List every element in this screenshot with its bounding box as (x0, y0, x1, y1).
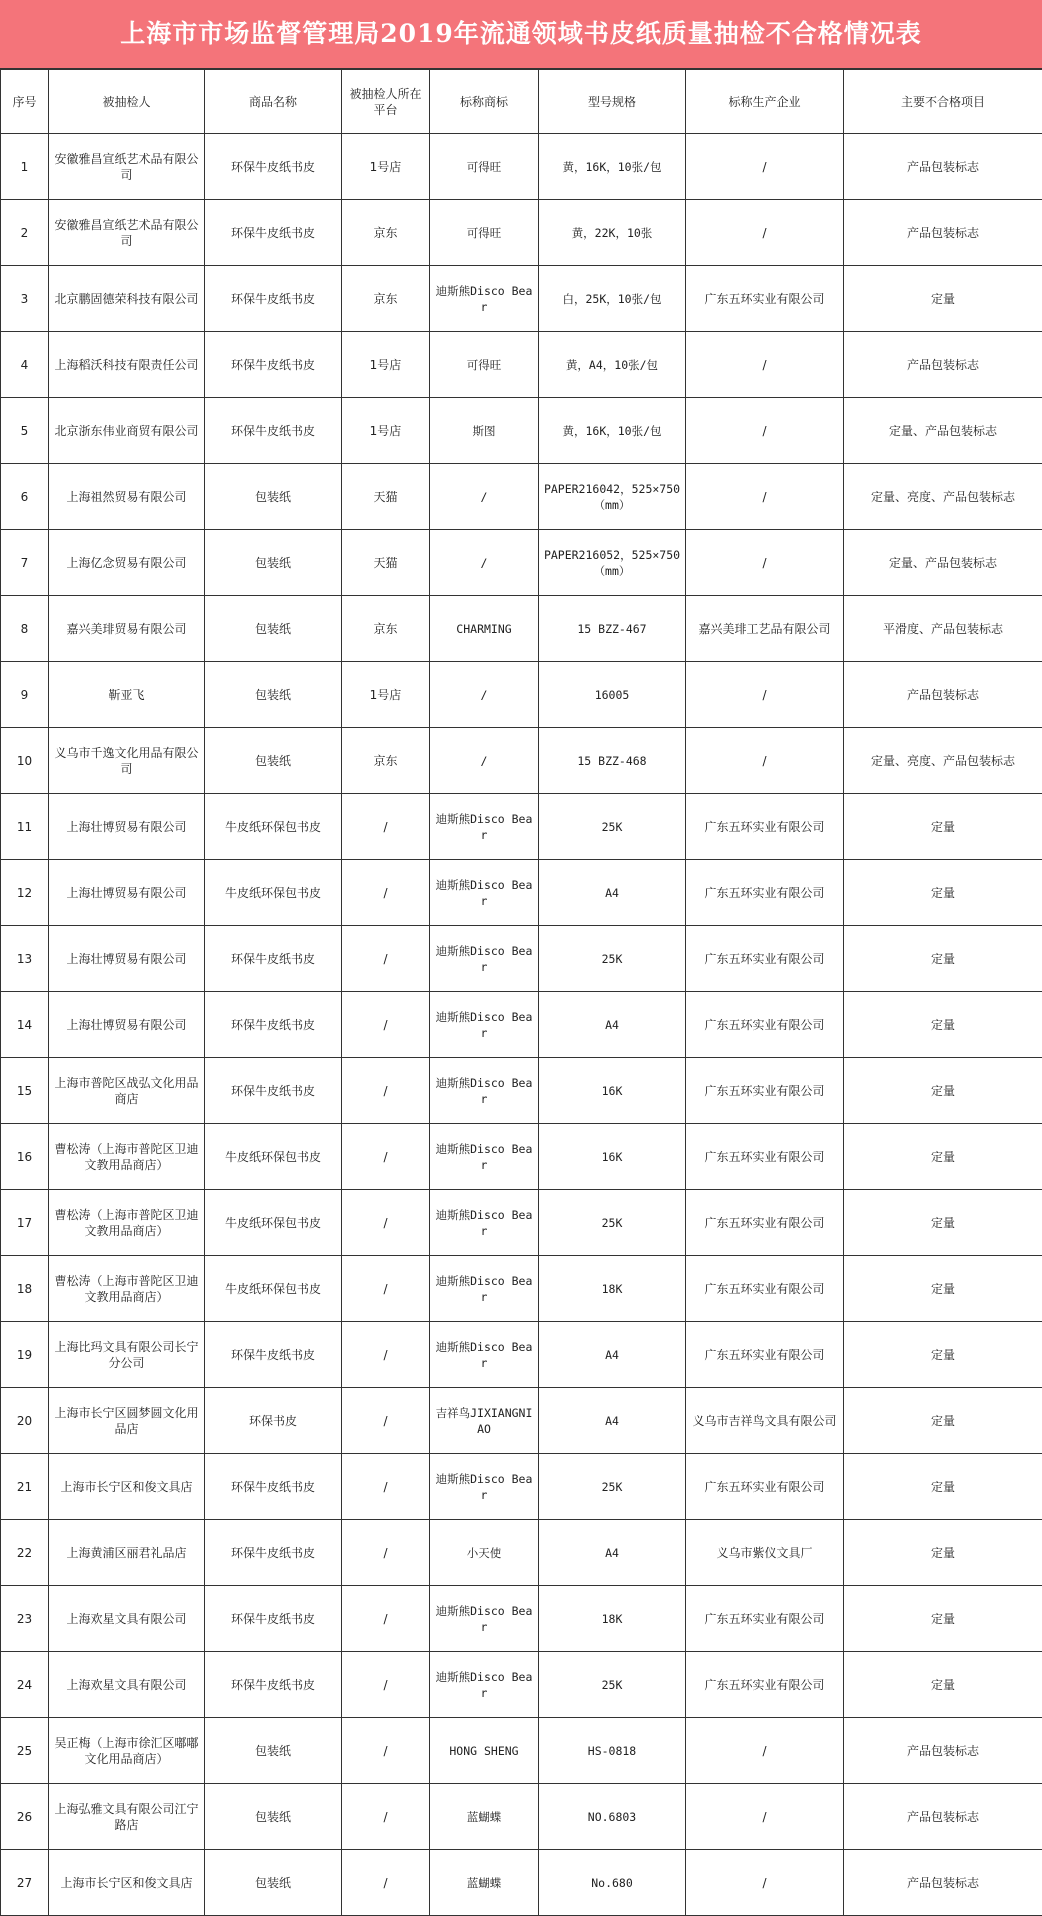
cell-failed-items: 定量 (844, 1124, 1042, 1190)
cell-failed-items: 定量 (844, 992, 1042, 1058)
column-header-brand: 标称商标 (430, 70, 539, 134)
table-row (1, 728, 1042, 794)
column-header-index: 序号 (1, 70, 49, 134)
cell-product-name: 包装纸 (205, 1718, 342, 1784)
cell-inspected-party: 上海市普陀区战弘文化用品商店 (49, 1058, 205, 1124)
cell-platform: / (342, 1520, 430, 1586)
cell-inspected-party: 上海亿念贸易有限公司 (49, 530, 205, 596)
cell-failed-items: 定量 (844, 860, 1042, 926)
cell-platform: / (342, 1718, 430, 1784)
cell-model-spec: 25K (539, 794, 686, 860)
cell-product-name: 环保牛皮纸书皮 (205, 1586, 342, 1652)
cell-product-name: 环保牛皮纸书皮 (205, 134, 342, 200)
cell-index: 26 (1, 1784, 49, 1850)
cell-index: 5 (1, 398, 49, 464)
cell-product-name: 环保牛皮纸书皮 (205, 926, 342, 992)
cell-platform: 1号店 (342, 662, 430, 728)
cell-product-name: 环保牛皮纸书皮 (205, 1520, 342, 1586)
cell-product-name: 包装纸 (205, 464, 342, 530)
cell-model-spec: 25K (539, 1652, 686, 1718)
cell-product-name: 包装纸 (205, 728, 342, 794)
cell-index: 1 (1, 134, 49, 200)
cell-inspected-party: 上海市长宁区和俊文具店 (49, 1850, 205, 1916)
cell-manufacturer: 广东五环实业有限公司 (686, 1190, 844, 1256)
cell-manufacturer: 广东五环实业有限公司 (686, 1124, 844, 1190)
cell-product-name: 包装纸 (205, 1850, 342, 1916)
cell-failed-items: 定量 (844, 1388, 1042, 1454)
cell-platform: / (342, 1652, 430, 1718)
cell-index: 11 (1, 794, 49, 860)
column-header-model-spec: 型号规格 (539, 70, 686, 134)
cell-index: 2 (1, 200, 49, 266)
cell-failed-items: 定量 (844, 1586, 1042, 1652)
cell-platform: / (342, 1850, 430, 1916)
cell-inspected-party: 上海市长宁区和俊文具店 (49, 1454, 205, 1520)
cell-model-spec: NO.6803 (539, 1784, 686, 1850)
column-header-product-name: 商品名称 (205, 70, 342, 134)
cell-model-spec: A4 (539, 1322, 686, 1388)
cell-brand: 迪斯熊Disco Bear (430, 1058, 539, 1124)
cell-manufacturer: / (686, 1850, 844, 1916)
column-header-manufacturer: 标称生产企业 (686, 70, 844, 134)
table-row (1, 1256, 1042, 1322)
cell-index: 16 (1, 1124, 49, 1190)
cell-brand: 斯图 (430, 398, 539, 464)
cell-manufacturer: / (686, 134, 844, 200)
cell-brand: 迪斯熊Disco Bear (430, 266, 539, 332)
cell-failed-items: 定量、产品包装标志 (844, 530, 1042, 596)
cell-manufacturer: 义乌市吉祥鸟文具有限公司 (686, 1388, 844, 1454)
cell-manufacturer: 广东五环实业有限公司 (686, 992, 844, 1058)
cell-model-spec: 18K (539, 1256, 686, 1322)
cell-model-spec: 25K (539, 1454, 686, 1520)
cell-product-name: 包装纸 (205, 530, 342, 596)
cell-product-name: 环保书皮 (205, 1388, 342, 1454)
cell-model-spec: 16005 (539, 662, 686, 728)
table-row (1, 200, 1042, 266)
cell-failed-items: 平滑度、产品包装标志 (844, 596, 1042, 662)
cell-model-spec: PAPER216042，525×750（mm） (539, 464, 686, 530)
table-row (1, 1652, 1042, 1718)
cell-platform: / (342, 1190, 430, 1256)
cell-product-name: 环保牛皮纸书皮 (205, 332, 342, 398)
cell-brand: 可得旺 (430, 332, 539, 398)
cell-inspected-party: 吴正梅（上海市徐汇区嘟嘟文化用品商店） (49, 1718, 205, 1784)
cell-index: 23 (1, 1586, 49, 1652)
cell-failed-items: 定量 (844, 1520, 1042, 1586)
cell-inspected-party: 上海稻沃科技有限责任公司 (49, 332, 205, 398)
table-row (1, 1058, 1042, 1124)
cell-product-name: 牛皮纸环保包书皮 (205, 1190, 342, 1256)
cell-model-spec: A4 (539, 860, 686, 926)
table-row (1, 992, 1042, 1058)
cell-product-name: 环保牛皮纸书皮 (205, 200, 342, 266)
cell-product-name: 包装纸 (205, 596, 342, 662)
cell-index: 12 (1, 860, 49, 926)
cell-manufacturer: / (686, 200, 844, 266)
cell-failed-items: 定量、产品包装标志 (844, 398, 1042, 464)
cell-manufacturer: / (686, 728, 844, 794)
cell-failed-items: 定量 (844, 1058, 1042, 1124)
cell-manufacturer: 义乌市紫仪文具厂 (686, 1520, 844, 1586)
cell-manufacturer: 广东五环实业有限公司 (686, 1058, 844, 1124)
cell-manufacturer: 嘉兴美琲工艺品有限公司 (686, 596, 844, 662)
cell-inspected-party: 上海欢星文具有限公司 (49, 1586, 205, 1652)
cell-brand: 迪斯熊Disco Bear (430, 992, 539, 1058)
cell-model-spec: A4 (539, 1388, 686, 1454)
cell-platform: 天猫 (342, 530, 430, 596)
cell-failed-items: 产品包装标志 (844, 332, 1042, 398)
cell-index: 17 (1, 1190, 49, 1256)
cell-manufacturer: 广东五环实业有限公司 (686, 1652, 844, 1718)
cell-platform: 1号店 (342, 332, 430, 398)
cell-failed-items: 产品包装标志 (844, 134, 1042, 200)
cell-inspected-party: 上海市长宁区圆梦圆文化用品店 (49, 1388, 205, 1454)
cell-index: 20 (1, 1388, 49, 1454)
cell-manufacturer: 广东五环实业有限公司 (686, 1454, 844, 1520)
cell-product-name: 环保牛皮纸书皮 (205, 266, 342, 332)
cell-product-name: 牛皮纸环保包书皮 (205, 794, 342, 860)
table-row (1, 596, 1042, 662)
cell-index: 3 (1, 266, 49, 332)
cell-inspected-party: 上海祖然贸易有限公司 (49, 464, 205, 530)
cell-inspected-party: 上海黄浦区丽君礼品店 (49, 1520, 205, 1586)
cell-failed-items: 产品包装标志 (844, 1850, 1042, 1916)
cell-manufacturer: / (686, 530, 844, 596)
cell-index: 8 (1, 596, 49, 662)
cell-model-spec: 15 BZZ-467 (539, 596, 686, 662)
cell-brand: / (430, 728, 539, 794)
cell-model-spec: A4 (539, 992, 686, 1058)
table-row (1, 794, 1042, 860)
table-row (1, 332, 1042, 398)
cell-platform: 京东 (342, 266, 430, 332)
cell-platform: / (342, 992, 430, 1058)
cell-brand: 迪斯熊Disco Bear (430, 1586, 539, 1652)
cell-brand: HONG SHENG (430, 1718, 539, 1784)
table-row (1, 398, 1042, 464)
column-header-failed-items: 主要不合格项目 (844, 70, 1042, 134)
cell-inspected-party: 上海壮博贸易有限公司 (49, 794, 205, 860)
table-row (1, 1190, 1042, 1256)
cell-failed-items: 定量、亮度、产品包装标志 (844, 728, 1042, 794)
cell-failed-items: 定量 (844, 1652, 1042, 1718)
cell-index: 7 (1, 530, 49, 596)
cell-brand: 迪斯熊Disco Bear (430, 1124, 539, 1190)
cell-index: 24 (1, 1652, 49, 1718)
cell-manufacturer: 广东五环实业有限公司 (686, 1586, 844, 1652)
cell-product-name: 环保牛皮纸书皮 (205, 992, 342, 1058)
cell-index: 25 (1, 1718, 49, 1784)
cell-index: 18 (1, 1256, 49, 1322)
cell-model-spec: 黄，A4，10张/包 (539, 332, 686, 398)
table-row (1, 860, 1042, 926)
cell-failed-items: 产品包装标志 (844, 1784, 1042, 1850)
cell-platform: 天猫 (342, 464, 430, 530)
cell-brand: 蓝蝴蝶 (430, 1850, 539, 1916)
table-row (1, 662, 1042, 728)
cell-product-name: 包装纸 (205, 662, 342, 728)
cell-platform: 京东 (342, 728, 430, 794)
cell-product-name: 牛皮纸环保包书皮 (205, 860, 342, 926)
cell-platform: / (342, 1322, 430, 1388)
cell-platform: / (342, 926, 430, 992)
cell-model-spec: 16K (539, 1124, 686, 1190)
cell-platform: / (342, 860, 430, 926)
cell-inspected-party: 上海壮博贸易有限公司 (49, 992, 205, 1058)
page-title: 上海市市场监督管理局2019年流通领域书皮纸质量抽检不合格情况表 (0, 0, 1042, 69)
cell-product-name: 环保牛皮纸书皮 (205, 1454, 342, 1520)
cell-failed-items: 定量 (844, 1190, 1042, 1256)
cell-brand: 迪斯熊Disco Bear (430, 1190, 539, 1256)
table-header-row (1, 70, 1042, 134)
cell-brand: 蓝蝴蝶 (430, 1784, 539, 1850)
table-body (1, 134, 1042, 1916)
cell-manufacturer: 广东五环实业有限公司 (686, 1322, 844, 1388)
cell-product-name: 环保牛皮纸书皮 (205, 1058, 342, 1124)
table-row (1, 1322, 1042, 1388)
cell-index: 10 (1, 728, 49, 794)
cell-platform: / (342, 1784, 430, 1850)
table-row (1, 134, 1042, 200)
cell-index: 9 (1, 662, 49, 728)
cell-brand: 可得旺 (430, 200, 539, 266)
table-row (1, 1718, 1042, 1784)
cell-index: 27 (1, 1850, 49, 1916)
cell-failed-items: 产品包装标志 (844, 200, 1042, 266)
cell-platform: 1号店 (342, 134, 430, 200)
cell-inspected-party: 北京浙东伟业商贸有限公司 (49, 398, 205, 464)
table-row (1, 1586, 1042, 1652)
cell-failed-items: 产品包装标志 (844, 1718, 1042, 1784)
cell-inspected-party: 曹松涛（上海市普陀区卫迪文教用品商店） (49, 1190, 205, 1256)
cell-model-spec: 25K (539, 1190, 686, 1256)
cell-platform: / (342, 1256, 430, 1322)
cell-model-spec: A4 (539, 1520, 686, 1586)
cell-inspected-party: 嘉兴美琲贸易有限公司 (49, 596, 205, 662)
cell-failed-items: 定量、亮度、产品包装标志 (844, 464, 1042, 530)
cell-failed-items: 定量 (844, 926, 1042, 992)
cell-brand: 迪斯熊Disco Bear (430, 794, 539, 860)
cell-platform: / (342, 794, 430, 860)
cell-brand: CHARMING (430, 596, 539, 662)
cell-platform: / (342, 1586, 430, 1652)
cell-failed-items: 产品包装标志 (844, 662, 1042, 728)
cell-manufacturer: / (686, 1718, 844, 1784)
cell-brand: 可得旺 (430, 134, 539, 200)
cell-model-spec: 25K (539, 926, 686, 992)
cell-model-spec: HS-0818 (539, 1718, 686, 1784)
table-row (1, 926, 1042, 992)
cell-failed-items: 定量 (844, 1256, 1042, 1322)
cell-inspected-party: 曹松涛（上海市普陀区卫迪文教用品商店） (49, 1124, 205, 1190)
cell-brand: 迪斯熊Disco Bear (430, 1652, 539, 1718)
cell-product-name: 环保牛皮纸书皮 (205, 1322, 342, 1388)
cell-failed-items: 定量 (844, 266, 1042, 332)
cell-model-spec: 15 BZZ-468 (539, 728, 686, 794)
cell-inspected-party: 上海壮博贸易有限公司 (49, 926, 205, 992)
table-row (1, 1784, 1042, 1850)
inspection-table (0, 69, 1042, 1916)
table-row (1, 1454, 1042, 1520)
cell-brand: 吉祥鸟JIXIANGNIAO (430, 1388, 539, 1454)
table-row (1, 1520, 1042, 1586)
column-header-platform: 被抽检人所在平台 (342, 70, 430, 134)
cell-inspected-party: 上海比玛文具有限公司长宁分公司 (49, 1322, 205, 1388)
cell-brand: 迪斯熊Disco Bear (430, 1454, 539, 1520)
cell-inspected-party: 北京鹏固德荣科技有限公司 (49, 266, 205, 332)
cell-inspected-party: 义乌市千逸文化用品有限公司 (49, 728, 205, 794)
cell-inspected-party: 上海壮博贸易有限公司 (49, 860, 205, 926)
table-row (1, 530, 1042, 596)
table-row (1, 1124, 1042, 1190)
cell-manufacturer: 广东五环实业有限公司 (686, 860, 844, 926)
cell-platform: / (342, 1058, 430, 1124)
cell-inspected-party: 上海欢星文具有限公司 (49, 1652, 205, 1718)
cell-platform: / (342, 1454, 430, 1520)
cell-manufacturer: / (686, 1784, 844, 1850)
cell-inspected-party: 安徽雅昌宣纸艺术品有限公司 (49, 200, 205, 266)
cell-manufacturer: 广东五环实业有限公司 (686, 926, 844, 992)
cell-index: 21 (1, 1454, 49, 1520)
cell-brand: 迪斯熊Disco Bear (430, 1322, 539, 1388)
cell-platform: / (342, 1388, 430, 1454)
table-row (1, 1850, 1042, 1916)
cell-failed-items: 定量 (844, 1454, 1042, 1520)
cell-product-name: 牛皮纸环保包书皮 (205, 1256, 342, 1322)
cell-inspected-party: 靳亚飞 (49, 662, 205, 728)
cell-manufacturer: / (686, 662, 844, 728)
cell-failed-items: 定量 (844, 794, 1042, 860)
cell-product-name: 牛皮纸环保包书皮 (205, 1124, 342, 1190)
table-row (1, 266, 1042, 332)
cell-model-spec: 黄，16K，10张/包 (539, 398, 686, 464)
cell-product-name: 环保牛皮纸书皮 (205, 398, 342, 464)
cell-manufacturer: 广东五环实业有限公司 (686, 266, 844, 332)
cell-inspected-party: 曹松涛（上海市普陀区卫迪文教用品商店） (49, 1256, 205, 1322)
cell-index: 13 (1, 926, 49, 992)
cell-product-name: 环保牛皮纸书皮 (205, 1652, 342, 1718)
cell-model-spec: 黄，22K，10张 (539, 200, 686, 266)
table-row (1, 464, 1042, 530)
cell-index: 19 (1, 1322, 49, 1388)
cell-brand: 迪斯熊Disco Bear (430, 1256, 539, 1322)
cell-brand: 迪斯熊Disco Bear (430, 860, 539, 926)
cell-model-spec: 16K (539, 1058, 686, 1124)
cell-platform: 京东 (342, 200, 430, 266)
cell-index: 22 (1, 1520, 49, 1586)
cell-brand: / (430, 530, 539, 596)
cell-inspected-party: 安徽雅昌宣纸艺术品有限公司 (49, 134, 205, 200)
cell-index: 14 (1, 992, 49, 1058)
cell-platform: 京东 (342, 596, 430, 662)
table-row (1, 1388, 1042, 1454)
cell-model-spec: No.680 (539, 1850, 686, 1916)
cell-failed-items: 定量 (844, 1322, 1042, 1388)
cell-index: 15 (1, 1058, 49, 1124)
cell-manufacturer: / (686, 464, 844, 530)
cell-platform: / (342, 1124, 430, 1190)
cell-manufacturer: 广东五环实业有限公司 (686, 794, 844, 860)
cell-manufacturer: / (686, 398, 844, 464)
cell-model-spec: PAPER216052，525×750（mm） (539, 530, 686, 596)
cell-model-spec: 白，25K，10张/包 (539, 266, 686, 332)
cell-product-name: 包装纸 (205, 1784, 342, 1850)
cell-model-spec: 18K (539, 1586, 686, 1652)
cell-brand: / (430, 464, 539, 530)
cell-brand: / (430, 662, 539, 728)
cell-index: 4 (1, 332, 49, 398)
cell-manufacturer: 广东五环实业有限公司 (686, 1256, 844, 1322)
cell-index: 6 (1, 464, 49, 530)
cell-brand: 迪斯熊Disco Bear (430, 926, 539, 992)
cell-manufacturer: / (686, 332, 844, 398)
cell-model-spec: 黄，16K，10张/包 (539, 134, 686, 200)
cell-inspected-party: 上海弘雅文具有限公司江宁路店 (49, 1784, 205, 1850)
cell-brand: 小天使 (430, 1520, 539, 1586)
column-header-inspected-party: 被抽检人 (49, 70, 205, 134)
cell-platform: 1号店 (342, 398, 430, 464)
